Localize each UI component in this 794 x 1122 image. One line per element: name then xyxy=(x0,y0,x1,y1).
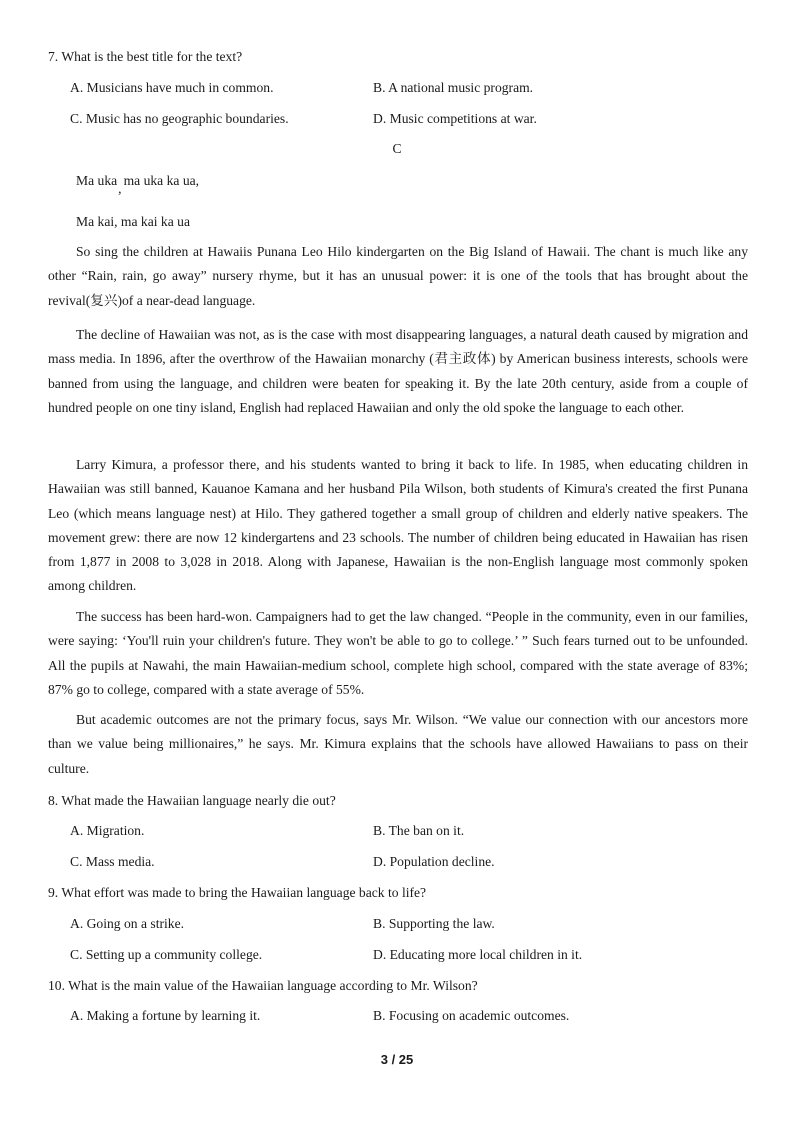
question-8-option-a: A. Migration. xyxy=(70,823,145,838)
passage-paragraph-4: The success has been hard-won. Campaigners had to get the law changed. “People in the community, even in our families, were saying: ‘You'll ruin your children's future. They won't be able to go to college.’ ” Such fears turned out to be unfounded. All the pupils at Nawahi, the main Hawaiian-medium school, complete high school, compared with the state average of 83%; 87% go to college, compared with a state average of 55%. xyxy=(48,609,748,697)
passage-paragraph-1: So sing the children at Hawaiis Punana Leo Hilo kindergarten on the Big Island of Hawaii. The chant is much like any other “Rain, rain, go away” nursery rhyme, but it has an unusual power: it is one of the tools that has brought about the revival(复兴)of a near-dead language. xyxy=(48,244,748,308)
question-9-option-b: B. Supporting the law. xyxy=(373,916,495,931)
passage-paragraph-5: But academic outcomes are not the primary focus, says Mr. Wilson. “We value our connection with our ancestors more than we value being millionaires,” he says. Mr. Kimura explains that the schools have allowed Hawaiians to pass on their culture. xyxy=(48,712,748,776)
question-9-stem: 9. What effort was made to bring the Hawaiian language back to life? xyxy=(48,885,427,900)
chant-line-1 xyxy=(76,172,200,196)
question-10-option-a: A. Making a fortune by learning it. xyxy=(70,1008,261,1023)
passage-paragraph-2: The decline of Hawaiian was not, as is the case with most disappearing languages, a natural death caused by migration and mass media. In 1896, after the overthrow of the Hawaiian monarchy (君主政体) by American business interests, schools were banned from using the language, and children were beaten for speaking it. By the late 20th century, aside from a couple of hundred people on one tiny island, English had replaced Hawaiian and only the old spoke the language to each other. xyxy=(48,327,748,415)
question-7-option-d: D. Music competitions at war. xyxy=(373,111,537,126)
question-8-option-d: D. Population decline. xyxy=(373,854,495,869)
question-10-stem: 10. What is the main value of the Hawaiian language according to Mr. Wilson? xyxy=(48,978,478,993)
question-7-option-b: B. A national music program. xyxy=(373,80,534,95)
question-7-option-c: C. Music has no geographic boundaries. xyxy=(70,111,289,126)
question-8-option-b: B. The ban on it. xyxy=(373,823,465,838)
question-7-stem: 7. What is the best title for the text? xyxy=(48,49,243,64)
question-10-option-b: B. Focusing on academic outcomes. xyxy=(373,1008,570,1023)
passage-paragraph-3: Larry Kimura, a professor there, and his students wanted to bring it back to life. In 1985, when educating children in Hawaiian was still banned, Kauanoe Kamana and her husband Pila Wilson, both students of Kimura's created the first Punana Leo (which means language nest) at Hilo. They gathered together a small group of children and elderly native speakers. The movement grew: there are now 12 kindergartens and 23 schools. The number of children being educated in Hawaiian has risen from 1,877 in 2008 to 3,028 in 2018. Along with Japanese, Hawaiian is the non-English language most commonly spoken among children. xyxy=(48,457,748,594)
question-8-option-c: C. Mass media. xyxy=(70,854,155,869)
chant-line-2: Ma kai, ma kai ka ua xyxy=(76,214,190,229)
page-number: 3 / 25 xyxy=(380,1052,414,1067)
question-7-option-a: A. Musicians have much in common. xyxy=(70,80,274,95)
chant-line-1-comma: , xyxy=(118,181,122,196)
section-label: C xyxy=(392,141,402,156)
chant-line-1-part-a: Ma uka xyxy=(76,173,118,188)
chant-line-1-part-b: ma uka ka ua, xyxy=(123,173,200,188)
question-8-stem: 8. What made the Hawaiian language nearly die out? xyxy=(48,793,336,808)
question-9-option-a: A. Going on a strike. xyxy=(70,916,185,931)
question-9-option-c: C. Setting up a community college. xyxy=(70,947,263,962)
question-9-option-d: D. Educating more local children in it. xyxy=(373,947,583,962)
